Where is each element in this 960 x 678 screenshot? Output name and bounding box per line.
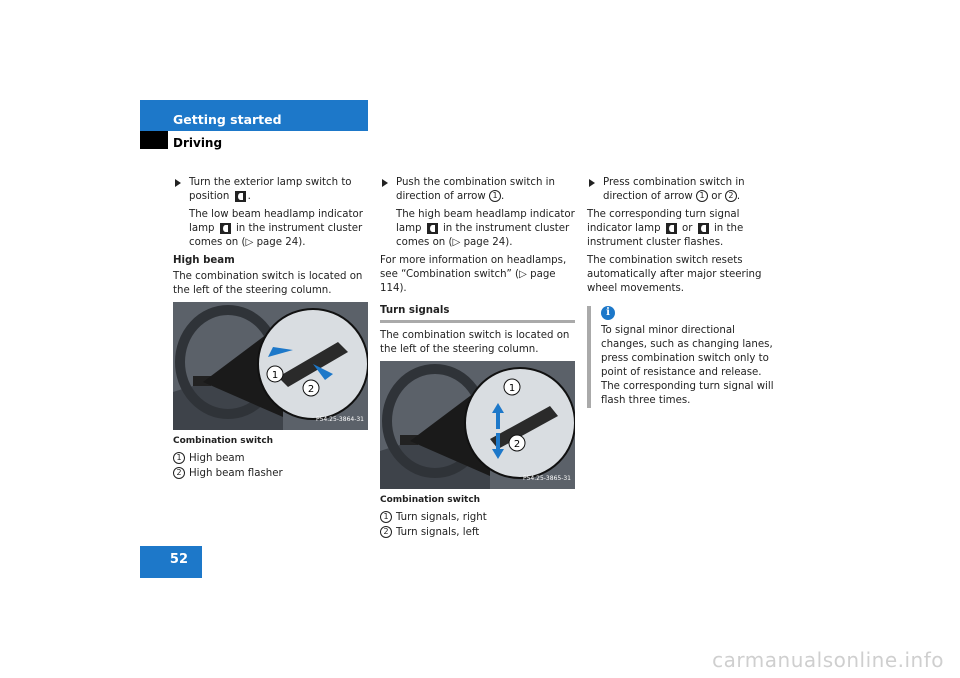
photo-marker-1: 1 [508, 383, 516, 394]
photo-marker-2: 2 [307, 384, 315, 395]
photo-marker-1: 1 [271, 370, 279, 381]
page-ref-triangle-icon: ▷ [245, 237, 254, 248]
legend-item: 2 High beam flasher [173, 467, 368, 481]
page-ref-triangle-icon: ▷ [452, 237, 461, 248]
section-heading-turn-signals: Turn signals [380, 304, 575, 323]
combination-switch-photo-high-beam [173, 302, 368, 430]
low-beam-icon [235, 191, 246, 202]
high-beam-icon [427, 223, 438, 234]
low-beam-detail: The low beam headlamp indicator lamp in the instrument cluster comes on (▷ page 24). [189, 209, 363, 248]
photo-marker-2: 2 [513, 439, 521, 450]
turn-signal-indicator-text: The corresponding turn signal indicator lamp or in the instrument cluster flashes. [587, 209, 744, 248]
turn-signal-left-icon [666, 223, 677, 234]
column-1 [173, 176, 368, 482]
high-beam-detail: The high beam headlamp indicator lamp in the instrument cluster comes on (▷ page 24). [396, 209, 575, 248]
column-2 [380, 176, 575, 541]
photo-caption: Combination switch [173, 436, 274, 446]
turn-signals-intro: The combination switch is located on the left of the steering column. [380, 330, 570, 355]
auto-reset-text: The combination switch resets automatically after major steering wheel movements. [587, 255, 762, 294]
page-number: 52 [169, 552, 188, 567]
info-box [587, 306, 783, 408]
low-beam-icon [220, 223, 231, 234]
photo-code: P54.25-3865-31 [522, 475, 571, 482]
section-tab-marker [140, 131, 168, 149]
page-number-box [140, 546, 202, 578]
page-ref-triangle-icon: ▷ [519, 269, 527, 280]
subheading-high-beam: High beam [173, 255, 235, 266]
photo-code: P54.25-3864-31 [315, 416, 364, 423]
step-high-beam: Push the combination switch in direction of arrow 1 . [380, 176, 575, 204]
legend-item: 1 Turn signals, right [380, 511, 575, 525]
combination-switch-photo-turn-signals [380, 361, 575, 489]
column-3 [587, 176, 783, 412]
step-turn-signal: Press combination switch in direction of arrow 1 or 2 . [587, 176, 783, 204]
turn-signal-right-icon [698, 223, 709, 234]
section-title: Driving [173, 136, 223, 150]
info-icon: i [601, 306, 615, 320]
watermark: carmanualsonline.info [712, 648, 944, 672]
info-text: To signal minor directional changes, such as changing lanes, press combination switch only to point of resistance and release. The corresponding turn signal will flash three times. [601, 325, 774, 406]
step-low-beam: Turn the exterior lamp switch to position . [173, 176, 368, 204]
legend-item: 2 Turn signals, left [380, 526, 575, 540]
more-info-text: For more information on headlamps, see “Combination switch” (▷ page 114). [380, 255, 567, 294]
chapter-title: Getting started [173, 112, 282, 127]
photo-caption: Combination switch [380, 495, 481, 505]
legend-item: 1 High beam [173, 452, 368, 466]
high-beam-intro: The combination switch is located on the left of the steering column. [173, 271, 363, 296]
